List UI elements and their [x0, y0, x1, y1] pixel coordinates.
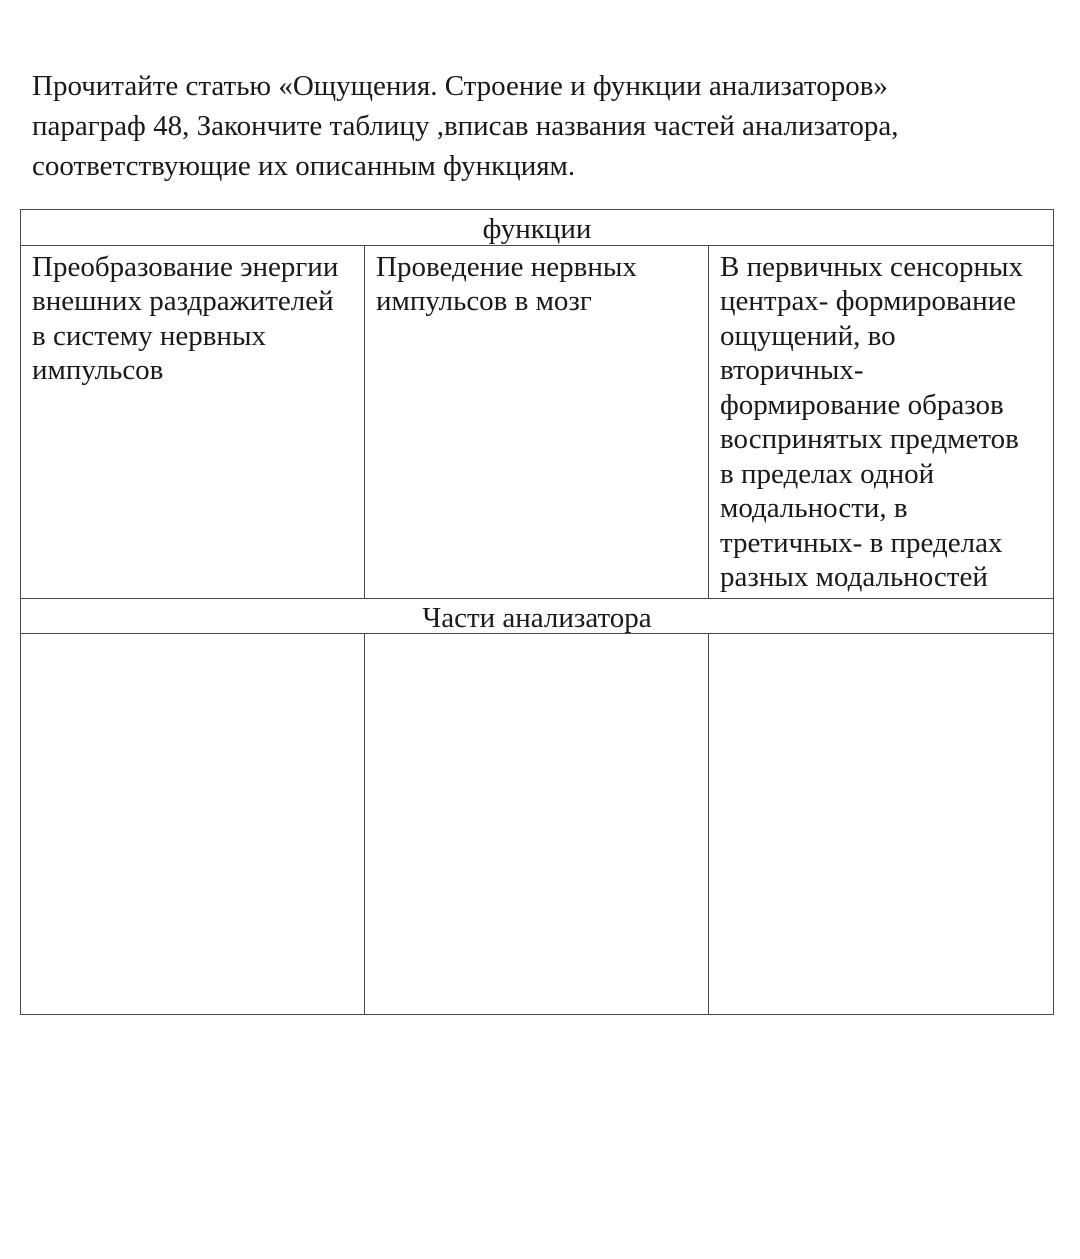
- function-3-line: ощущений, во: [720, 319, 896, 352]
- function-3-line: В первичных сенсорных: [720, 250, 1024, 283]
- functions-header: функции: [482, 213, 592, 245]
- function-1-line: внешних раздражителей: [32, 285, 334, 317]
- function-cell-receptor: [21, 245, 365, 598]
- function-3-line: вторичных-: [720, 354, 864, 386]
- parts-header-row: [21, 598, 1054, 634]
- function-3-line: центрах- формирование: [720, 285, 1017, 317]
- functions-row: [21, 245, 1054, 598]
- function-3-line: модальности, в: [720, 492, 908, 524]
- parts-header-cell: [21, 598, 1054, 634]
- function-1-line: Преобразование энергии: [32, 250, 339, 283]
- function-2-line: Проведение нервных: [376, 250, 637, 283]
- function-3-line: третичных- в пределах: [720, 526, 1003, 559]
- function-cell-cortex: [709, 245, 1054, 598]
- function-2-line: импульсов в мозг: [376, 285, 592, 317]
- instructions-line-1: Прочитайте статью «Ощущения. Строение и функции анализаторов»: [32, 70, 888, 102]
- function-3-line: в пределах одной: [720, 457, 935, 490]
- functions-header-row: [21, 210, 1054, 246]
- answer-cell-2[interactable]: [365, 634, 709, 1015]
- instructions-line-2: параграф 48, Закончите таблицу ,вписав названия частей анализатора,: [32, 110, 899, 142]
- function-1-line: в систему нервных: [32, 319, 266, 352]
- analyzer-table: [20, 209, 1054, 1015]
- parts-header: Части анализатора: [422, 601, 652, 634]
- function-cell-pathway: [365, 245, 709, 598]
- instructions-paragraph: [32, 66, 1042, 186]
- answer-cell-1[interactable]: [21, 634, 365, 1015]
- parts-row: [21, 634, 1054, 1015]
- functions-header-cell: [21, 210, 1054, 246]
- answer-cell-3[interactable]: [709, 634, 1054, 1015]
- function-1-line: импульсов: [32, 354, 164, 386]
- function-3-line: формирование образов: [720, 388, 1004, 421]
- function-3-line: разных модальностей: [720, 561, 988, 593]
- instructions-line-3: соответствующие их описанным функциям.: [32, 150, 576, 182]
- function-3-line: воспринятых предметов: [720, 423, 1019, 455]
